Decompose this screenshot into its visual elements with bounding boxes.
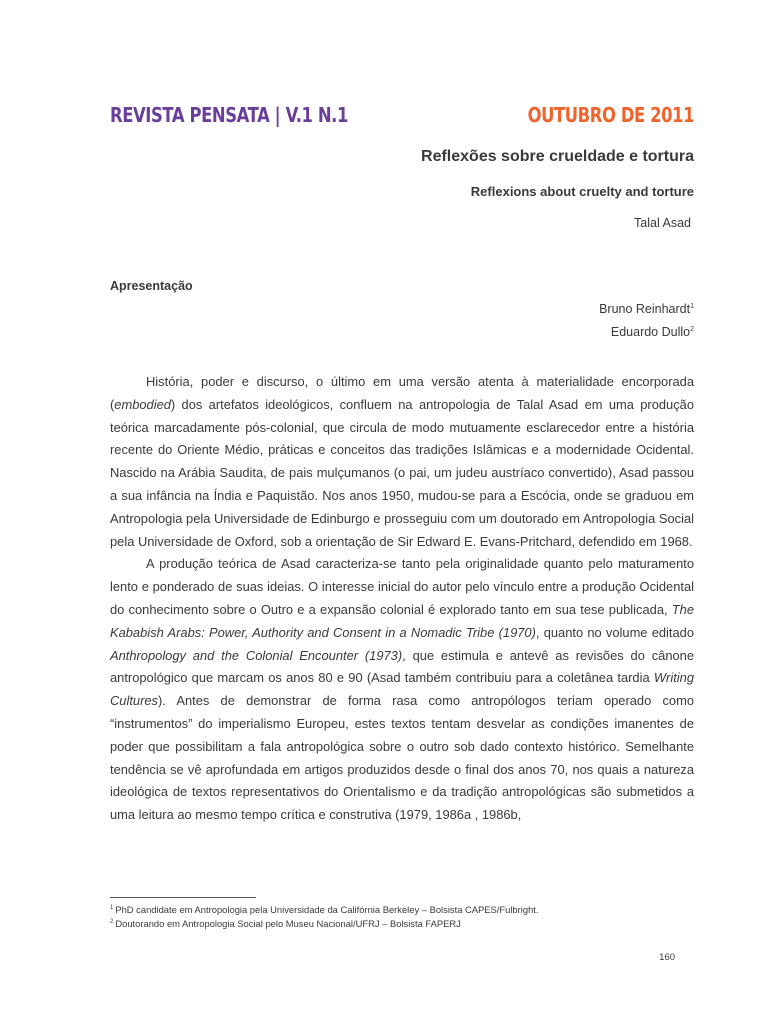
presenter-name [611,325,694,339]
footnote [110,902,539,916]
text-segment: , quanto no volume editado [535,624,694,640]
article-author: Talal Asad [634,216,691,230]
page-header [110,103,694,135]
text-segment: ). Antes de demonstrar de forma rasa como antropólogos teriam operado como “instrumentos” do imperialismo Europeu, estes textos tentam desvelar as condições imanentes de poder que possibilitam a fala antropológica sobre o outro sob dado contexto histórico. Semelhante tendência se vê aprofundada em artigos produzidos desde o final dos anos 70, nos quais a natureza ideológica de textos representativos do Orientalismo e da tradição antropológicas são submetidos a uma leitura ao mesmo tempo crítica e construtiva (1979, 1986a , 1986b, [110,693,694,823]
presenter-name-text: Bruno Reinhardt [599,302,691,316]
footnote-mark: 1 [110,905,114,911]
footnote-text: Doutorando em Antropologia Social pelo Museu Nacional/UFRJ – Bolsista FAPERJ [115,918,461,930]
text-segment: ) dos artefatos ideológicos, confluem na antropologia de Talal Asad em uma produção teórica marcadamente pós-colonial, que circula de modo mutuamente esclarecedor entre a história recente do Oriente Médio, práticas e conceitos das tradições Islâmicas e a modernidade Ocidental. Nascido na Arábia Saudita, de pais mulçumanos (o pai, um judeu austríaco convertido), Asad passou a sua infância na Índia e Paquistão. Nos anos 1950, mudou-se para a Escócia, onde se graduou em Antropologia pela Universidade de Edinburgo e prosseguiu com um doutorado em Antropologia Social pela Universidade de Oxford, sob a orientação de Sir Edward E. Evans-Pritchard, defendido em 1968. [110,396,694,549]
text-segment: História, poder e discurso, o último em uma versão atenta à materialidade encorporada ( [110,374,694,412]
italic-segment: Writing Cultures [110,670,694,709]
footnote-marker[interactable]: 1 [690,302,694,310]
article-title: Reflexões sobre crueldade e tortura [421,148,694,165]
presenter-name-text: Eduardo Dullo [610,325,691,339]
footnote [110,916,539,930]
journal-name: REVISTA PENSATA | V.1 N.1 [110,103,348,127]
section-heading: Apresentação [110,279,193,293]
presenter-name [599,302,694,316]
text-segment: , que estimula e antevê as revisões do cânone antropológico que marcam os anos 80 e 90 (Asad também contribuiu para a coletânea tardia [110,647,695,686]
footnote-text: PhD candidate em Antropologia pela Universidade da Califórnia Berkeley – Bolsista CAPES/Fulbright. [115,904,539,916]
italic-segment: Anthropology and the Colonial Encounter (1973) [110,647,403,663]
footnote-mark: 2 [110,919,114,926]
footnote-marker[interactable]: 2 [690,325,694,333]
body-text [110,371,694,827]
footnote-divider [110,897,256,898]
footnotes [110,902,539,930]
page-number: 160 [659,952,675,963]
body-paragraph [110,553,694,827]
body-paragraph [110,371,694,553]
article-subtitle: Reflexions about cruelty and torture [470,184,694,199]
text-segment: A produção teórica de Asad caracteriza-se tanto pela originalidade quanto pelo maturamento lento e ponderado de suas ideias. O interesse inicial do autor pelo vínculo entre a produção Ocidental do conhecimento sobre o Outro e a expansão colonial é explorado tanto em sua tese publicada, [110,556,694,617]
italic-segment: The Kababish Arabs: Power, Authority and Consent in a Nomadic Tribe (1970) [110,601,694,640]
italic-segment: embodied [114,396,171,412]
issue-date: OUTUBRO DE 2011 [527,103,694,127]
